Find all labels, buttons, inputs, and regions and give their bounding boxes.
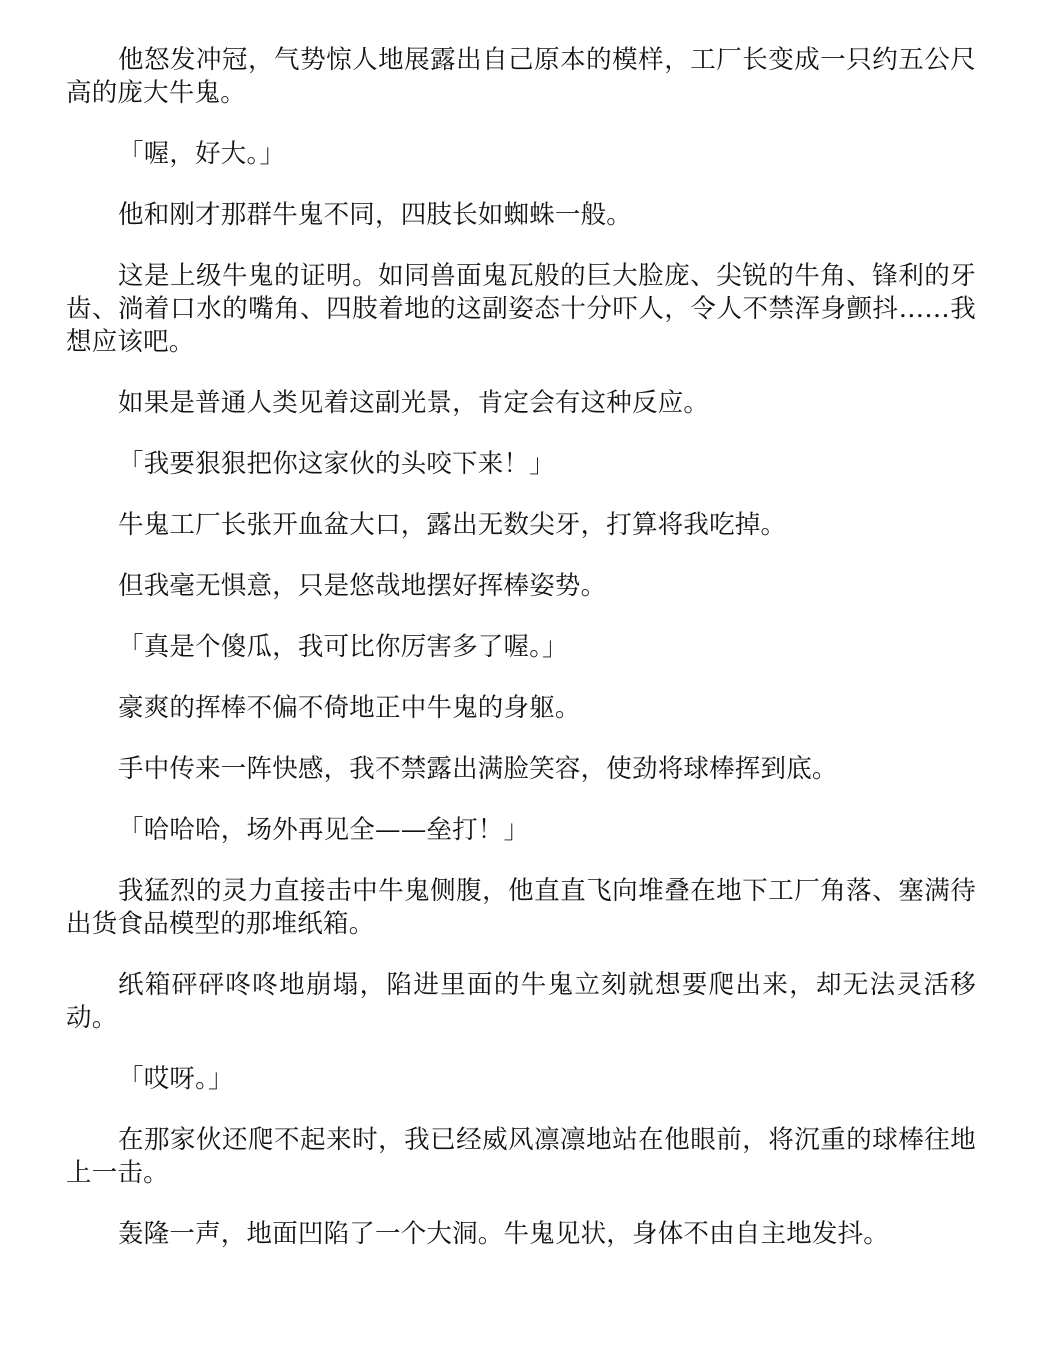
paragraph: 在那家伙还爬不起来时，我已经威风凛凛地站在他眼前，将沉重的球棒往地上一击。 <box>66 1125 976 1188</box>
paragraph: 他怒发冲冠，气势惊人地展露出自己原本的模样，工厂长变成一只约五公尺高的庞大牛鬼。 <box>66 45 976 108</box>
paragraph: 「哎呀。」 <box>118 1064 234 1094</box>
paragraph: 「我要狠狠把你这家伙的头咬下来！」 <box>118 449 555 479</box>
paragraph: 这是上级牛鬼的证明。如同兽面鬼瓦般的巨大脸庞、尖锐的牛角、锋利的牙齿、淌着口水的嘴角、四肢着地的这副姿态十分吓人，令人不禁浑身颤抖……我想应该吧。 <box>66 261 976 357</box>
paragraph: 「喔，好大。」 <box>118 139 286 169</box>
paragraph: 轰隆一声，地面凹陷了一个大洞。牛鬼见状，身体不由自主地发抖。 <box>118 1219 890 1249</box>
paragraph: 「真是个傻瓜，我可比你厉害多了喔。」 <box>118 632 568 662</box>
paragraph: 他和刚才那群牛鬼不同，四肢长如蜘蛛一般。 <box>118 200 633 230</box>
paragraph: 纸箱砰砰咚咚地崩塌，陷进里面的牛鬼立刻就想要爬出来，却无法灵活移动。 <box>66 970 976 1033</box>
paragraph: 「哈哈哈，场外再见全——垒打！」 <box>118 815 530 845</box>
paragraph: 牛鬼工厂长张开血盆大口，露出无数尖牙，打算将我吃掉。 <box>118 510 787 540</box>
paragraph: 我猛烈的灵力直接击中牛鬼侧腹，他直直飞向堆叠在地下工厂角落、塞满待出货食品模型的那堆纸箱。 <box>66 876 976 939</box>
paragraph: 如果是普通人类见着这副光景，肯定会有这种反应。 <box>118 388 710 418</box>
document-page <box>66 44 976 1279</box>
paragraph: 豪爽的挥棒不偏不倚地正中牛鬼的身躯。 <box>118 693 581 723</box>
paragraph: 手中传来一阵快感，我不禁露出满脸笑容，使劲将球棒挥到底。 <box>118 754 838 784</box>
paragraph: 但我毫无惧意，只是悠哉地摆好挥棒姿势。 <box>118 571 607 601</box>
